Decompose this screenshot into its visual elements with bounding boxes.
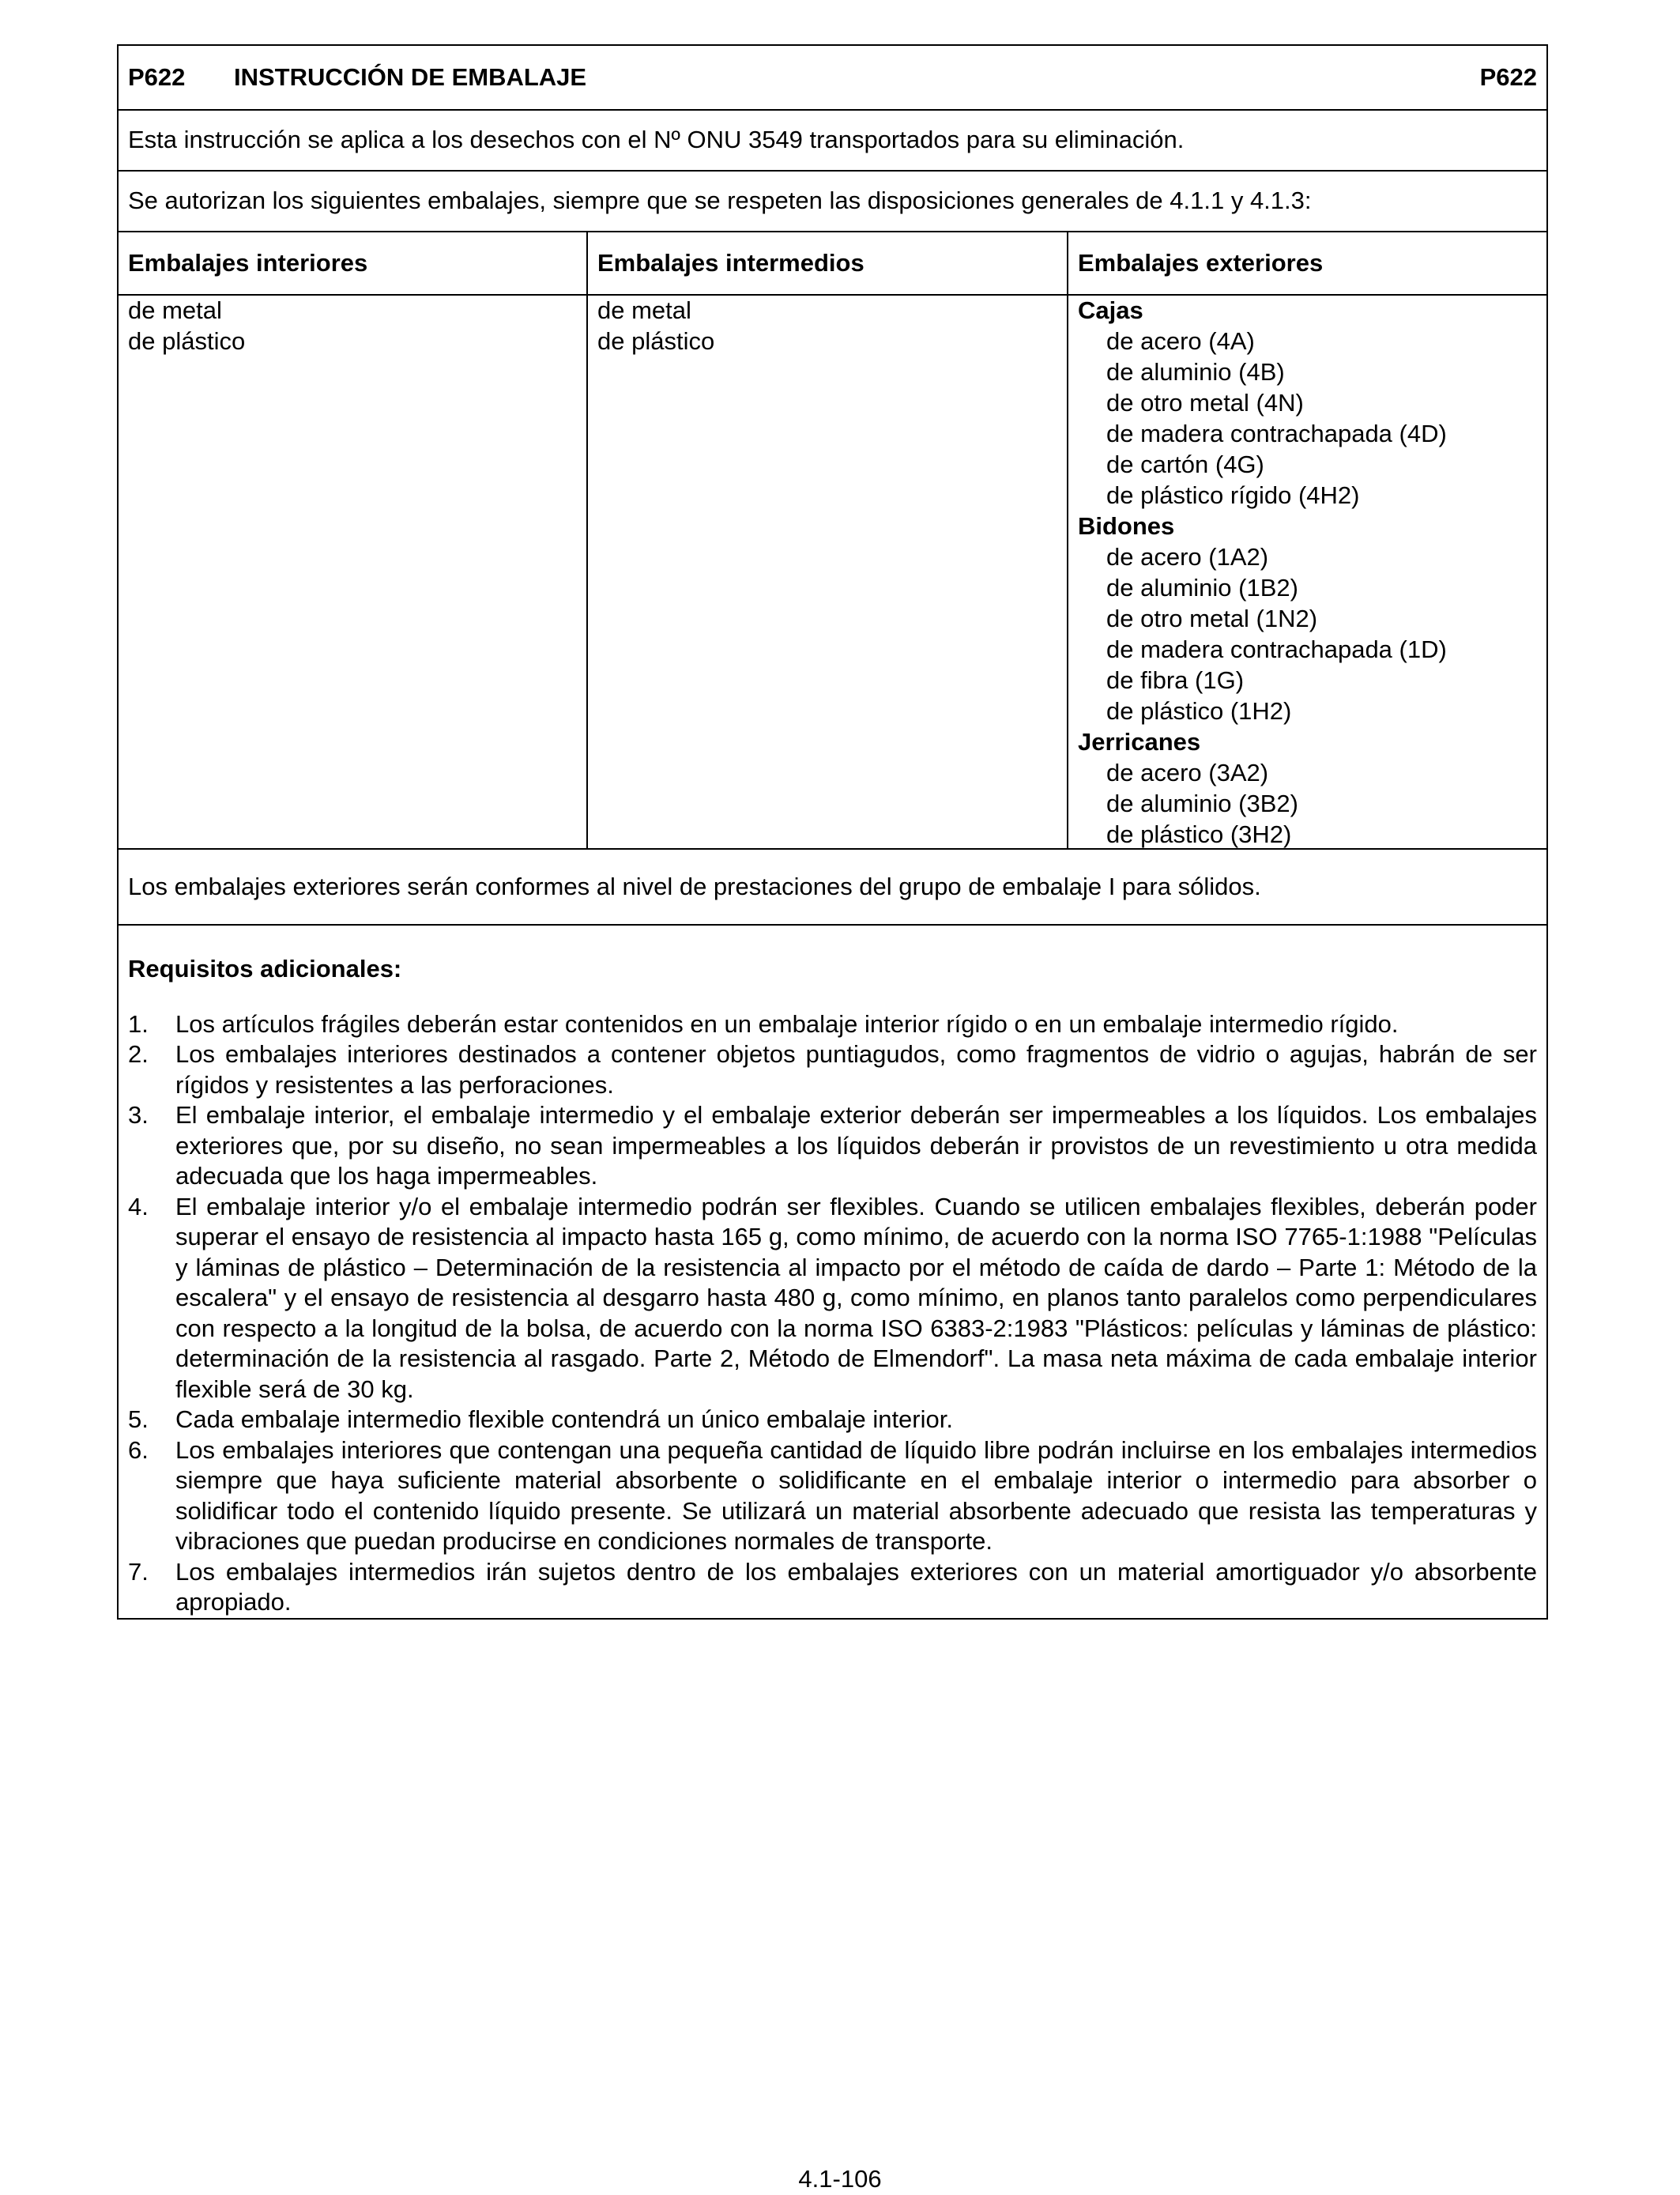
group-heading-bidones: Bidones <box>1078 512 1175 540</box>
list-item: de metal <box>128 296 222 324</box>
list-item: de acero (4A) <box>1106 327 1255 355</box>
requirements-list <box>128 1009 1537 1618</box>
instruction-header <box>119 46 1546 111</box>
instruction-code-left: P622 <box>128 62 186 91</box>
packing-instruction-table <box>117 44 1548 1620</box>
list-item: de plástico <box>128 327 246 355</box>
requirement-number: 3. <box>128 1101 149 1129</box>
requirement-number: 1. <box>128 1009 149 1038</box>
requirement-text: Los embalajes intermedios irán sujetos dentro de los embalajes exteriores con un material amortiguador y/o absorbente apropiado. <box>175 1557 1537 1616</box>
list-item: de madera contrachapada (4D) <box>1106 420 1447 447</box>
list-item: de otro metal (1N2) <box>1106 605 1318 632</box>
requirement-number: 6. <box>128 1435 149 1464</box>
group-heading-cajas: Cajas <box>1078 296 1143 324</box>
requirement-item <box>128 1009 1537 1040</box>
requirement-number: 4. <box>128 1192 149 1220</box>
packaging-columns <box>119 296 1546 850</box>
intro-text: Esta instrucción se aplica a los desechos con el Nº ONU 3549 transportados para su eliminación. <box>128 126 1185 154</box>
requirement-item <box>128 1405 1537 1435</box>
group-heading-jerricanes: Jerricanes <box>1078 728 1201 756</box>
requirement-text: Los artículos frágiles deberán estar contenidos en un embalaje interior rígido o en un embalaje intermedio rígido. <box>175 1009 1399 1038</box>
requirement-text: El embalaje interior, el embalaje intermedio y el embalaje exterior deberán ser impermeables a los líquidos. Los embalajes exteriores que, por su diseño, no sean impermeables a los líquidos deberán ir provistos de un revestimiento u otra medida adecuada que los haga impermeables. <box>175 1101 1537 1190</box>
list-item: de madera contrachapada (1D) <box>1106 635 1447 663</box>
requirement-item <box>128 1435 1537 1557</box>
list-item: de plástico rígido (4H2) <box>1106 481 1360 509</box>
list-item: de aluminio (4B) <box>1106 358 1285 386</box>
page-number: 4.1-106 <box>798 2165 882 2193</box>
list-item: de acero (3A2) <box>1106 759 1269 786</box>
outer-packaging-list <box>1068 296 1546 848</box>
list-item: de cartón (4G) <box>1106 451 1264 478</box>
requirement-text: Los embalajes interiores destinados a contener objetos puntiagudos, como fragmentos de vidrio o agujas, habrán de ser rígidos y resistentes a las perforaciones. <box>175 1040 1537 1099</box>
requirement-number: 7. <box>128 1557 149 1586</box>
instruction-title: INSTRUCCIÓN DE EMBALAJE <box>234 62 587 91</box>
column-headers <box>119 232 1546 296</box>
list-item: de aluminio (1B2) <box>1106 574 1298 602</box>
requirements-section <box>119 926 1546 1618</box>
requirement-item <box>128 1039 1537 1100</box>
list-item: de plástico <box>597 327 715 355</box>
requirement-item <box>128 1100 1537 1192</box>
requirement-item <box>128 1557 1537 1618</box>
authorization-row <box>119 172 1546 232</box>
requirements-heading: Requisitos adicionales: <box>128 955 402 982</box>
column-header-outer: Embalajes exteriores <box>1078 248 1324 277</box>
instruction-code-right: P622 <box>1479 62 1537 91</box>
list-item: de otro metal (4N) <box>1106 389 1304 417</box>
inner-packaging-list <box>119 296 588 848</box>
authorization-text: Se autorizan los siguientes embalajes, siempre que se respeten las disposiciones generales de 4.1.1 y 4.1.3: <box>128 187 1312 215</box>
requirement-number: 2. <box>128 1040 149 1068</box>
list-item: de metal <box>597 296 691 324</box>
list-item: de plástico (3H2) <box>1106 820 1292 848</box>
conformity-text: Los embalajes exteriores serán conformes al nivel de prestaciones del grupo de embalaje I para sólidos. <box>128 872 1261 900</box>
requirement-text: Cada embalaje intermedio flexible contendrá un único embalaje interior. <box>175 1405 953 1433</box>
requirement-item <box>128 1192 1537 1405</box>
intermediate-packaging-list <box>588 296 1068 848</box>
list-item: de fibra (1G) <box>1106 666 1245 694</box>
column-header-inner: Embalajes interiores <box>119 232 588 294</box>
list-item: de plástico (1H2) <box>1106 697 1292 725</box>
requirement-text: Los embalajes interiores que contengan una pequeña cantidad de líquido libre podrán incluirse en los embalajes intermedios siempre que haya suficiente material absorbente o solidificante en el embalaje interior o intermedio para absorber o solidificar todo el contenido líquido presente. Se utilizará un material absorbente adecuado que resista las temperaturas y vibraciones que puedan producirse en condiciones normales de transporte. <box>175 1435 1537 1555</box>
intro-row <box>119 111 1546 172</box>
requirement-text: El embalaje interior y/o el embalaje intermedio podrán ser flexibles. Cuando se utilicen embalajes flexibles, deberán poder superar el ensayo de resistencia al impacto hasta 165 g, como mínimo, de acuerdo con la norma ISO 7765-1:1988 "Películas y láminas de plástico – Determinación de la resistencia al impacto por el método de caída de dardo – Parte 1: Método de la escalera" y el ensayo de resistencia al desgarro hasta 480 g, como mínimo, en planos tanto paralelos como perpendiculares con respecto a la longitud de la bolsa, de acuerdo con la norma ISO 6383-2:1983 "Plásticos: películas y láminas de plástico: determinación de la resistencia al rasgado. Parte 2, Método de Elmendorf". La masa neta máxima de cada embalaje interior flexible será de 30 kg. <box>175 1192 1537 1403</box>
column-header-intermediate: Embalajes intermedios <box>588 232 1068 294</box>
list-item: de acero (1A2) <box>1106 543 1269 571</box>
conformity-row <box>119 850 1546 926</box>
requirement-number: 5. <box>128 1405 149 1433</box>
list-item: de aluminio (3B2) <box>1106 790 1298 817</box>
